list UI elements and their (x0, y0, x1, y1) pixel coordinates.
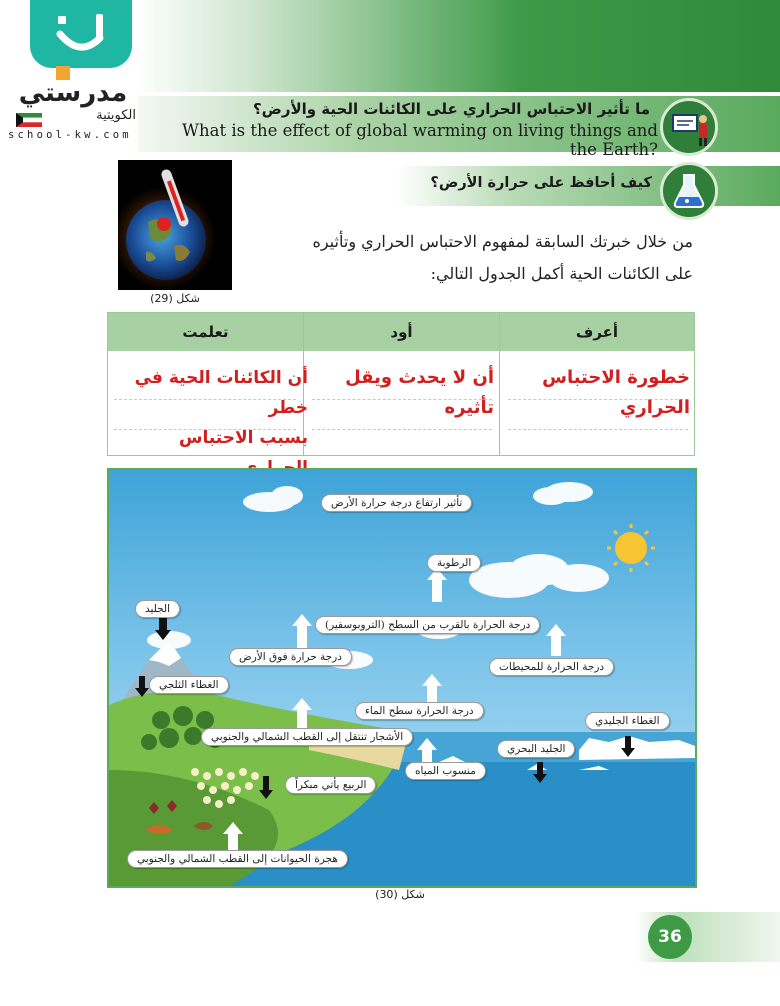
global-warming-diagram (107, 468, 697, 888)
kuwait-flag-icon (16, 113, 42, 127)
label-oceans: درجة الحرارة للمحيطات (489, 658, 614, 676)
flask-icon (660, 162, 718, 220)
label-sea-surface: درجة الحرارة سطح الماء (355, 702, 484, 720)
header-know: أعرف (500, 313, 694, 351)
label-sea-ice: الجليد البحري (497, 740, 575, 758)
logo-website: school-kw.com (8, 129, 132, 141)
answer-learned-line-2: بسبب الاحتباس (179, 428, 308, 448)
question-arabic: ما تأثير الاحتباس الحراري على الكائنات الحية والأرض؟ (252, 100, 650, 118)
logo-subtitle: الكويتية (96, 108, 136, 123)
answer-know[interactable] (504, 363, 690, 423)
answer-line (508, 429, 688, 430)
section-subtitle: كيف أحافظ على حرارة الأرض؟ (430, 175, 652, 191)
label-troposphere: درجة الحرارة بالقرب من السطح (التروبوسفير) (315, 616, 540, 634)
answer-know-line-1: خطورة الاحتباس (542, 367, 690, 388)
question-english: What is the effect of global warming on living things and the Earth? (182, 121, 658, 159)
sun-icon (607, 524, 655, 572)
answer-line (312, 429, 492, 430)
kwl-table (107, 312, 695, 456)
answer-learned[interactable] (108, 363, 308, 483)
label-water-level: منسوب المياه (405, 762, 486, 780)
column-divider (499, 313, 500, 455)
label-snow-cover: الغطاء الثلجي (149, 676, 229, 694)
logo-smile-icon (52, 10, 112, 58)
answer-learned-line-1: أن الكائنات الحية في خطر (134, 368, 308, 418)
label-spring: الربيع يأتي مبكراً (285, 776, 376, 794)
label-ice-sheet: الغطاء الجليدي (585, 712, 670, 730)
page-number: 36 (648, 915, 692, 959)
label-humidity: الرطوبة (427, 554, 481, 572)
header-want: أود (304, 313, 499, 351)
teacher-board-icon (660, 98, 718, 156)
answer-want[interactable] (308, 363, 494, 423)
label-migration: هجرة الحيوانات إلى القطب الشمالي والجنوبي (127, 850, 348, 868)
top-decorative-band (135, 0, 780, 92)
answer-know-line-2: الحراري (619, 397, 690, 418)
answer-want-line-1: أن لا يحدث ويقل (345, 367, 494, 388)
intro-line-2: على الكائنات الحية أكمل الجدول التالي: (430, 264, 693, 283)
intro-line-1: من خلال خبرتك السابقة لمفهوم الاحتباس الحراري وتأثيره (312, 232, 693, 251)
label-above-land: درجة حرارة فوق الأرض (229, 648, 352, 666)
logo-name: مدرستي (18, 78, 128, 108)
header-learned: تعلمت (108, 313, 303, 351)
answer-want-line-2: تأثيره (444, 397, 494, 418)
earth-thermometer-image (118, 160, 232, 290)
figure-29-caption: شكل (29) (150, 292, 200, 305)
label-earth-temp-rise: تأثير ارتفاع درجة حرارة الأرض (321, 494, 472, 512)
label-trees: الأشجار تنتقل إلى القطب الشمالي والجنوبي (201, 728, 413, 746)
label-ice: الجليد (135, 600, 180, 618)
figure-30-caption: شكل (30) (375, 888, 425, 901)
